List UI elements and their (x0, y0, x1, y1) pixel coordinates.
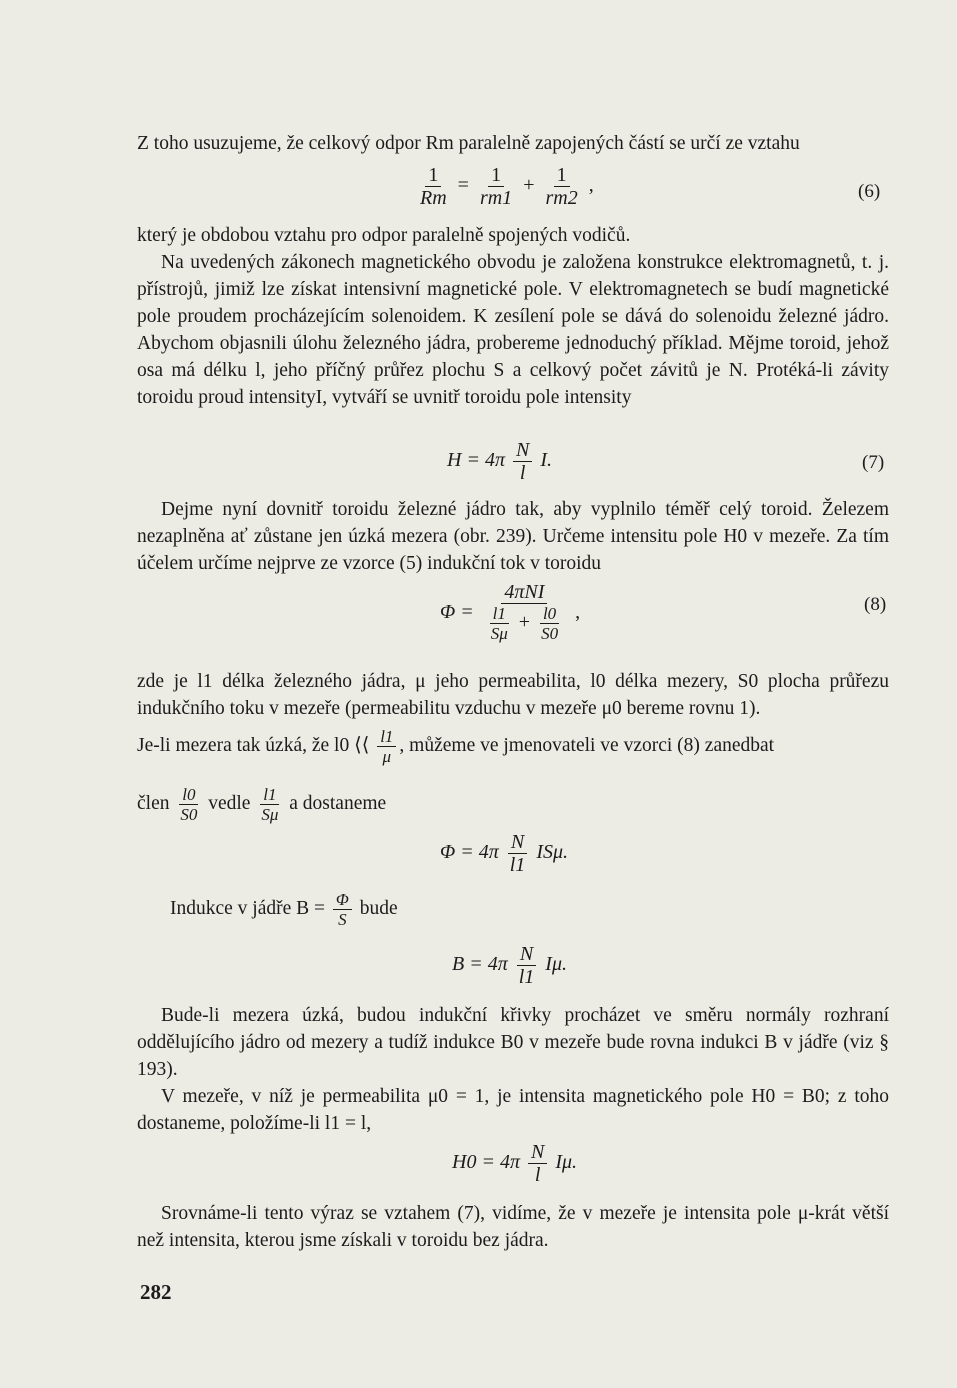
paragraph-neglect-term: člen $\frac{l0}{S0}$ vedle $\frac{l1}{S\mu}$ a dostaneme (137, 785, 387, 825)
equation-7: H = 4π $\frac{N}{l}$ I. (447, 439, 552, 484)
fraction: $\frac{N}{l1}$ (509, 831, 526, 876)
paragraph-iron-core (137, 496, 889, 577)
fraction: 4πNI $\frac{l1}{S\mu}$ + $\frac{l0}{S0}$ (482, 582, 567, 642)
equation-induction: B = 4π $\frac{N}{l1}$ Iμ. (452, 943, 567, 988)
text-line: zde je l1 délka železného jádra, μ jeho permeabilita, l0 délka mezery, S0 plocha průřezu indukčního toku v mezeře (permeabilitu vzduchu v mezeře μ0 bereme rovnu 1). (137, 671, 889, 719)
equation-number: (6) (858, 181, 881, 202)
equation-number: (8) (864, 594, 887, 615)
fraction: $\frac{1}{rm2}$ (545, 164, 578, 209)
fraction: $\frac{1}{rm1}$ (479, 164, 513, 209)
fraction: $\frac{l1}{S\mu}$ (490, 604, 508, 643)
fraction: $\frac{N}{l}$ (513, 440, 532, 483)
paragraph-gap-field: V mezeře, v níž je permeabilita μ0 = 1, je intensita magnetického pole H0 = B0; z toho dostaneme, položíme-li l1 = l, (137, 1086, 889, 1134)
equation-gap-field: H0 = 4π $\frac{N}{l}$ Iμ. (452, 1141, 578, 1186)
fraction: $\frac{\Phi}{S}$ (333, 891, 352, 928)
text-line: Dejme nyní dovnitř toroidu železné jádro tak, aby vyplnilo téměř celý toroid. Železem nezaplněna ať zůstane jen úzká mezera (obr. 239). Určeme intensitu pole H0 v mezeře. Za tím účelem určíme nejprve ze vzorce (5) indukční tok v toroidu (137, 499, 889, 574)
fraction: $\frac{l1}{\mu}$ (377, 728, 396, 765)
paragraph-narrow-gap: Je-li mezera tak úzká, že l0 ⟨⟨ $\frac{l1}{\mu}$ , můžeme ve jmenovateli ve vzorci (8) zanedbat (137, 727, 775, 767)
paragraph-electromagnets: Na uvedených zákonech magnetického obvodu je založena konstrukce elektromagnetů, t. j. přístrojů, jimiž lze získat intensivní magnetické pole. V elektromagnetech se budí magnetické pole proudem procházejícím solenoidem. K zesílení pole se dává do solenoidu železné jádro. Abychom objasnili úlohu železného jádra, probereme jednoduchý příklad. Mějme toroid, jehož osa má délku l, jeho příčný průřez plochu S a celkový počet závitů je N. Protéká-li závity toroidu proud intensityI, vytváří se uvnitř toroidu pole intensity (137, 252, 889, 408)
paragraph-intro (137, 130, 889, 157)
paragraph-block (137, 222, 889, 411)
equation-6: $\frac{1}{Rm}$ = $\frac{1}{rm1}$ + $\frac{1}{rm2}$ , (414, 165, 594, 208)
paragraph-block (137, 1002, 889, 1137)
fraction: $\frac{l0}{S0}$ (541, 604, 559, 643)
fraction: $\frac{l1}{S\mu}$ (261, 785, 279, 825)
equation-number: (7) (862, 452, 885, 473)
paragraph-conclusion (137, 1200, 889, 1254)
equation-flux: Φ = 4π $\frac{N}{l1}$ ISμ. (440, 831, 569, 876)
fraction: $\frac{1}{Rm}$ (420, 164, 447, 209)
equation-8: Φ = 4πNI $\frac{l1}{S\mu}$ + $\frac{l0}{S0}$ , (440, 581, 581, 643)
text-line: Srovnáme-li tento výraz se vztahem (7), vidíme, že v mezeře je intensita pole μ-krát větší než intensita, kterou jsme získali v toroidu bez jádra. (137, 1203, 889, 1251)
fraction: $\frac{N}{l}$ (528, 1142, 547, 1185)
page-number: 282 (140, 1280, 172, 1304)
text-line: Z toho usuzujeme, že celkový odpor Rm paralelně zapojených částí se určí ze vztahu (137, 133, 800, 154)
paragraph-boundary: Bude-li mezera úzká, budou indukční křivky procházet ve směru normály rozhraní oddělujícího jádro od mezery a tudíž indukce B0 v mezeře bude rovna indukci B v jádře (viz § 193). (137, 1005, 889, 1080)
fraction: $\frac{l0}{S0}$ (180, 785, 198, 825)
paragraph-induction: Indukce v jádře B = $\frac{\Phi}{S}$ bude (170, 890, 398, 930)
paragraph-definitions (137, 668, 889, 722)
text-line: který je obdobou vztahu pro odpor paralelně spojených vodičů. (137, 225, 631, 246)
fraction: $\frac{N}{l1}$ (518, 943, 535, 988)
